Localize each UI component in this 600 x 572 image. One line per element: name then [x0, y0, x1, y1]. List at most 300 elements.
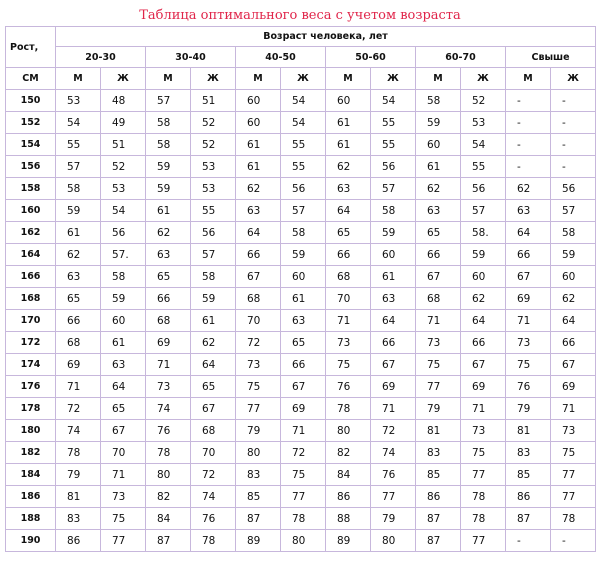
male-weight-cell: 67 — [506, 266, 551, 288]
male-weight-cell: 83 — [416, 442, 461, 464]
weight-table — [5, 26, 596, 552]
height-cell: 172 — [6, 332, 56, 354]
male-weight-cell: 64 — [326, 200, 371, 222]
male-weight-cell: 55 — [56, 134, 101, 156]
female-weight-cell: 55 — [371, 134, 416, 156]
male-weight-cell: 85 — [416, 464, 461, 486]
male-weight-cell: - — [506, 134, 551, 156]
female-weight-cell: 61 — [371, 266, 416, 288]
male-weight-cell: 65 — [326, 222, 371, 244]
male-weight-cell: 58 — [146, 134, 191, 156]
male-weight-cell: 78 — [326, 398, 371, 420]
female-weight-cell: 73 — [551, 420, 596, 442]
page-title: Таблица оптимального веса с учетом возраста — [139, 8, 461, 23]
female-weight-cell: 67 — [191, 398, 236, 420]
female-weight-cell: 53 — [101, 178, 146, 200]
female-header: Ж — [551, 68, 596, 90]
male-weight-cell: 66 — [416, 244, 461, 266]
male-weight-cell: 61 — [236, 134, 281, 156]
male-weight-cell: 73 — [236, 354, 281, 376]
male-header: М — [506, 68, 551, 90]
male-weight-cell: 63 — [236, 200, 281, 222]
male-weight-cell: 66 — [506, 244, 551, 266]
female-header: Ж — [101, 68, 146, 90]
height-cell: 176 — [6, 376, 56, 398]
height-cell: 150 — [6, 90, 56, 112]
female-weight-cell: 66 — [281, 354, 326, 376]
female-weight-cell: - — [551, 134, 596, 156]
height-unit-header: СМ — [6, 68, 56, 90]
female-weight-cell: 61 — [281, 288, 326, 310]
male-weight-cell: 78 — [146, 442, 191, 464]
female-weight-cell: 78 — [281, 508, 326, 530]
height-cell: 170 — [6, 310, 56, 332]
male-weight-cell: 86 — [416, 486, 461, 508]
male-weight-cell: 65 — [146, 266, 191, 288]
female-weight-cell: 57 — [551, 200, 596, 222]
female-weight-cell: 68 — [191, 420, 236, 442]
female-weight-cell: 56 — [371, 156, 416, 178]
male-weight-cell: 72 — [56, 398, 101, 420]
male-weight-cell: 84 — [326, 464, 371, 486]
female-weight-cell: 72 — [371, 420, 416, 442]
female-weight-cell: 78 — [551, 508, 596, 530]
female-weight-cell: 56 — [281, 178, 326, 200]
female-weight-cell: 77 — [461, 464, 506, 486]
male-weight-cell: 61 — [326, 134, 371, 156]
age-group-header: 50-60 — [326, 47, 416, 68]
male-weight-cell: 64 — [236, 222, 281, 244]
female-weight-cell: 71 — [101, 464, 146, 486]
male-weight-cell: - — [506, 156, 551, 178]
age-group-header: 60-70 — [416, 47, 506, 68]
male-weight-cell: 71 — [416, 310, 461, 332]
male-weight-cell: 82 — [146, 486, 191, 508]
male-header: М — [56, 68, 101, 90]
female-weight-cell: 49 — [101, 112, 146, 134]
height-cell: 174 — [6, 354, 56, 376]
male-weight-cell: 89 — [236, 530, 281, 552]
male-weight-cell: 82 — [326, 442, 371, 464]
male-weight-cell: 59 — [56, 200, 101, 222]
male-weight-cell: 62 — [56, 244, 101, 266]
male-weight-cell: 84 — [146, 508, 191, 530]
male-weight-cell: 53 — [56, 90, 101, 112]
male-weight-cell: 60 — [236, 90, 281, 112]
female-weight-cell: 69 — [281, 398, 326, 420]
female-weight-cell: 52 — [101, 156, 146, 178]
male-weight-cell: 81 — [506, 420, 551, 442]
female-weight-cell: 80 — [281, 530, 326, 552]
male-weight-cell: 87 — [416, 508, 461, 530]
female-weight-cell: 56 — [461, 178, 506, 200]
female-weight-cell: 79 — [371, 508, 416, 530]
table-row — [6, 266, 596, 288]
table-row — [6, 156, 596, 178]
height-cell: 158 — [6, 178, 56, 200]
male-weight-cell: 62 — [146, 222, 191, 244]
male-weight-cell: 75 — [506, 354, 551, 376]
table-row — [6, 90, 596, 112]
male-weight-cell: 73 — [326, 332, 371, 354]
height-cell: 182 — [6, 442, 56, 464]
female-weight-cell: 64 — [461, 310, 506, 332]
male-weight-cell: 81 — [56, 486, 101, 508]
male-weight-cell: 62 — [506, 178, 551, 200]
male-weight-cell: 63 — [326, 178, 371, 200]
female-weight-cell: 72 — [281, 442, 326, 464]
male-weight-cell: 87 — [416, 530, 461, 552]
female-weight-cell: 61 — [191, 310, 236, 332]
male-weight-cell: 75 — [326, 354, 371, 376]
male-weight-cell: 71 — [56, 376, 101, 398]
female-weight-cell: 62 — [191, 332, 236, 354]
female-weight-cell: 51 — [191, 90, 236, 112]
female-weight-cell: 57 — [191, 244, 236, 266]
male-weight-cell: 63 — [146, 244, 191, 266]
male-header: М — [416, 68, 461, 90]
male-weight-cell: 86 — [56, 530, 101, 552]
table-row — [6, 354, 596, 376]
height-cell: 180 — [6, 420, 56, 442]
female-weight-cell: 77 — [551, 486, 596, 508]
female-weight-cell: 57 — [371, 178, 416, 200]
male-weight-cell: 63 — [506, 200, 551, 222]
male-weight-cell: 71 — [146, 354, 191, 376]
male-weight-cell: 77 — [236, 398, 281, 420]
male-weight-cell: 60 — [416, 134, 461, 156]
female-weight-cell: 65 — [101, 398, 146, 420]
female-weight-cell: 56 — [191, 222, 236, 244]
female-weight-cell: 71 — [281, 420, 326, 442]
male-weight-cell: 57 — [56, 156, 101, 178]
height-cell: 152 — [6, 112, 56, 134]
table-row — [6, 200, 596, 222]
male-weight-cell: 81 — [416, 420, 461, 442]
table-row — [6, 288, 596, 310]
female-weight-cell: 60 — [461, 266, 506, 288]
male-weight-cell: 61 — [56, 222, 101, 244]
female-weight-cell: 74 — [191, 486, 236, 508]
male-weight-cell: 66 — [236, 244, 281, 266]
male-weight-cell: 73 — [416, 332, 461, 354]
female-weight-cell: 60 — [281, 266, 326, 288]
male-weight-cell: 83 — [56, 508, 101, 530]
female-weight-cell: 60 — [101, 310, 146, 332]
table-row — [6, 332, 596, 354]
female-weight-cell: 58. — [461, 222, 506, 244]
male-weight-cell: 60 — [236, 112, 281, 134]
female-weight-cell: - — [551, 90, 596, 112]
height-cell: 178 — [6, 398, 56, 420]
height-cell: 166 — [6, 266, 56, 288]
male-weight-cell: 87 — [506, 508, 551, 530]
male-weight-cell: 71 — [506, 310, 551, 332]
male-weight-cell: 58 — [56, 178, 101, 200]
female-weight-cell: 56 — [551, 178, 596, 200]
height-cell: 184 — [6, 464, 56, 486]
male-weight-cell: 68 — [416, 288, 461, 310]
table-row — [6, 442, 596, 464]
male-weight-cell: 58 — [416, 90, 461, 112]
female-weight-cell: 53 — [191, 156, 236, 178]
female-weight-cell: 57. — [101, 244, 146, 266]
male-weight-cell: 76 — [326, 376, 371, 398]
male-weight-cell: 85 — [236, 486, 281, 508]
female-weight-cell: 59 — [191, 288, 236, 310]
female-weight-cell: 58 — [101, 266, 146, 288]
female-weight-cell: 71 — [551, 398, 596, 420]
age-group-header: Свыше — [506, 47, 596, 68]
female-weight-cell: 78 — [461, 486, 506, 508]
female-header: Ж — [281, 68, 326, 90]
male-weight-cell: 69 — [56, 354, 101, 376]
male-weight-cell: 58 — [146, 112, 191, 134]
male-weight-cell: 71 — [326, 310, 371, 332]
male-weight-cell: 70 — [236, 310, 281, 332]
table-row — [6, 244, 596, 266]
female-weight-cell: 67 — [551, 354, 596, 376]
male-weight-cell: 63 — [416, 200, 461, 222]
male-weight-cell: 69 — [506, 288, 551, 310]
height-cell: 190 — [6, 530, 56, 552]
female-weight-cell: 53 — [461, 112, 506, 134]
female-weight-cell: 63 — [371, 288, 416, 310]
height-cell: 162 — [6, 222, 56, 244]
height-cell: 160 — [6, 200, 56, 222]
male-weight-cell: 66 — [326, 244, 371, 266]
male-weight-cell: 79 — [416, 398, 461, 420]
height-cell: 164 — [6, 244, 56, 266]
female-weight-cell: 55 — [371, 112, 416, 134]
female-weight-cell: 75 — [551, 442, 596, 464]
female-weight-cell: 59 — [281, 244, 326, 266]
male-weight-cell: 83 — [506, 442, 551, 464]
male-weight-cell: 79 — [506, 398, 551, 420]
female-weight-cell: 64 — [371, 310, 416, 332]
female-weight-cell: 63 — [101, 354, 146, 376]
male-weight-cell: 74 — [56, 420, 101, 442]
table-row — [6, 112, 596, 134]
female-weight-cell: 59 — [551, 244, 596, 266]
table-row — [6, 508, 596, 530]
female-weight-cell: 76 — [371, 464, 416, 486]
female-weight-cell: 73 — [461, 420, 506, 442]
female-weight-cell: 75 — [461, 442, 506, 464]
female-weight-cell: 67 — [281, 376, 326, 398]
female-weight-cell: 73 — [101, 486, 146, 508]
female-weight-cell: 65 — [191, 376, 236, 398]
male-weight-cell: 87 — [236, 508, 281, 530]
female-weight-cell: 74 — [371, 442, 416, 464]
table-row — [6, 376, 596, 398]
height-cell: 188 — [6, 508, 56, 530]
female-weight-cell: 53 — [191, 178, 236, 200]
male-weight-cell: 80 — [236, 442, 281, 464]
female-weight-cell: 66 — [461, 332, 506, 354]
female-weight-cell: 62 — [461, 288, 506, 310]
female-weight-cell: 69 — [551, 376, 596, 398]
female-weight-cell: 55 — [281, 134, 326, 156]
female-weight-cell: 60 — [371, 244, 416, 266]
female-weight-cell: 52 — [191, 112, 236, 134]
female-weight-cell: 63 — [281, 310, 326, 332]
table-body — [6, 90, 596, 552]
male-weight-cell: 68 — [56, 332, 101, 354]
table-row — [6, 134, 596, 156]
female-weight-cell: - — [551, 112, 596, 134]
table-row — [6, 486, 596, 508]
male-weight-cell: 88 — [326, 508, 371, 530]
male-weight-cell: 68 — [236, 288, 281, 310]
female-weight-cell: 77 — [461, 530, 506, 552]
female-weight-cell: 55 — [191, 200, 236, 222]
female-weight-cell: 69 — [371, 376, 416, 398]
male-weight-cell: 85 — [506, 464, 551, 486]
male-weight-cell: 79 — [236, 420, 281, 442]
female-weight-cell: - — [551, 156, 596, 178]
male-weight-cell: 67 — [236, 266, 281, 288]
male-weight-cell: 73 — [146, 376, 191, 398]
header-row-groups — [6, 47, 596, 68]
female-weight-cell: 77 — [281, 486, 326, 508]
male-weight-cell: 54 — [56, 112, 101, 134]
table-row — [6, 178, 596, 200]
male-weight-cell: 69 — [146, 332, 191, 354]
female-weight-cell: 54 — [101, 200, 146, 222]
male-weight-cell: 59 — [416, 112, 461, 134]
female-weight-cell: 58 — [281, 222, 326, 244]
female-header: Ж — [461, 68, 506, 90]
age-header: Возраст человека, лет — [56, 27, 596, 47]
table-row — [6, 398, 596, 420]
male-weight-cell: 60 — [326, 90, 371, 112]
table-row — [6, 464, 596, 486]
table-row — [6, 222, 596, 244]
female-header: Ж — [371, 68, 416, 90]
female-weight-cell: 78 — [191, 530, 236, 552]
male-weight-cell: 68 — [146, 310, 191, 332]
female-weight-cell: 67 — [461, 354, 506, 376]
table-row — [6, 530, 596, 552]
male-weight-cell: 57 — [146, 90, 191, 112]
male-weight-cell: 59 — [146, 156, 191, 178]
female-weight-cell: 67 — [101, 420, 146, 442]
female-weight-cell: 55 — [281, 156, 326, 178]
female-weight-cell: 59 — [371, 222, 416, 244]
female-weight-cell: 64 — [551, 310, 596, 332]
male-weight-cell: 68 — [326, 266, 371, 288]
female-weight-cell: 77 — [551, 464, 596, 486]
female-weight-cell: 69 — [461, 376, 506, 398]
height-cell: 154 — [6, 134, 56, 156]
female-weight-cell: 54 — [281, 90, 326, 112]
male-weight-cell: 62 — [236, 178, 281, 200]
female-weight-cell: 54 — [281, 112, 326, 134]
male-weight-cell: 86 — [506, 486, 551, 508]
height-header: Рост, — [6, 27, 56, 68]
female-weight-cell: 70 — [101, 442, 146, 464]
male-weight-cell: 76 — [506, 376, 551, 398]
height-cell: 186 — [6, 486, 56, 508]
female-weight-cell: 64 — [191, 354, 236, 376]
male-weight-cell: 89 — [326, 530, 371, 552]
female-weight-cell: 77 — [101, 530, 146, 552]
female-weight-cell: 72 — [191, 464, 236, 486]
female-weight-cell: - — [551, 530, 596, 552]
female-weight-cell: 78 — [461, 508, 506, 530]
male-weight-cell: 86 — [326, 486, 371, 508]
male-weight-cell: 63 — [56, 266, 101, 288]
male-weight-cell: 80 — [146, 464, 191, 486]
female-weight-cell: 58 — [551, 222, 596, 244]
male-weight-cell: 59 — [146, 178, 191, 200]
male-weight-cell: 65 — [56, 288, 101, 310]
table-row — [6, 420, 596, 442]
male-weight-cell: 62 — [416, 178, 461, 200]
male-weight-cell: 74 — [146, 398, 191, 420]
male-weight-cell: 61 — [236, 156, 281, 178]
female-weight-cell: 66 — [371, 332, 416, 354]
female-weight-cell: 58 — [371, 200, 416, 222]
female-weight-cell: 56 — [101, 222, 146, 244]
female-weight-cell: 66 — [551, 332, 596, 354]
female-weight-cell: 75 — [101, 508, 146, 530]
female-weight-cell: 52 — [461, 90, 506, 112]
male-weight-cell: 80 — [326, 420, 371, 442]
female-weight-cell: 71 — [371, 398, 416, 420]
male-weight-cell: 75 — [416, 354, 461, 376]
female-weight-cell: 75 — [281, 464, 326, 486]
male-weight-cell: 66 — [146, 288, 191, 310]
female-weight-cell: 60 — [551, 266, 596, 288]
male-header: М — [326, 68, 371, 90]
header-row-age — [6, 27, 596, 47]
female-weight-cell: 76 — [191, 508, 236, 530]
age-group-header: 40-50 — [236, 47, 326, 68]
male-weight-cell: 70 — [326, 288, 371, 310]
female-weight-cell: 57 — [461, 200, 506, 222]
female-weight-cell: 51 — [101, 134, 146, 156]
height-cell: 168 — [6, 288, 56, 310]
male-weight-cell: 67 — [416, 266, 461, 288]
female-weight-cell: 62 — [551, 288, 596, 310]
male-weight-cell: 73 — [506, 332, 551, 354]
age-group-header: 20-30 — [56, 47, 146, 68]
female-weight-cell: 55 — [461, 156, 506, 178]
female-weight-cell: 61 — [101, 332, 146, 354]
female-weight-cell: 57 — [281, 200, 326, 222]
male-weight-cell: 77 — [416, 376, 461, 398]
male-weight-cell: - — [506, 90, 551, 112]
male-weight-cell: - — [506, 530, 551, 552]
female-weight-cell: 80 — [371, 530, 416, 552]
male-weight-cell: 79 — [56, 464, 101, 486]
male-weight-cell: 62 — [326, 156, 371, 178]
male-weight-cell: 64 — [506, 222, 551, 244]
female-weight-cell: 58 — [191, 266, 236, 288]
female-weight-cell: 64 — [101, 376, 146, 398]
age-group-header: 30-40 — [146, 47, 236, 68]
female-weight-cell: 52 — [191, 134, 236, 156]
male-weight-cell: 65 — [416, 222, 461, 244]
male-weight-cell: - — [506, 112, 551, 134]
female-weight-cell: 77 — [371, 486, 416, 508]
female-weight-cell: 54 — [461, 134, 506, 156]
female-weight-cell: 59 — [461, 244, 506, 266]
female-weight-cell: 65 — [281, 332, 326, 354]
male-header: М — [146, 68, 191, 90]
